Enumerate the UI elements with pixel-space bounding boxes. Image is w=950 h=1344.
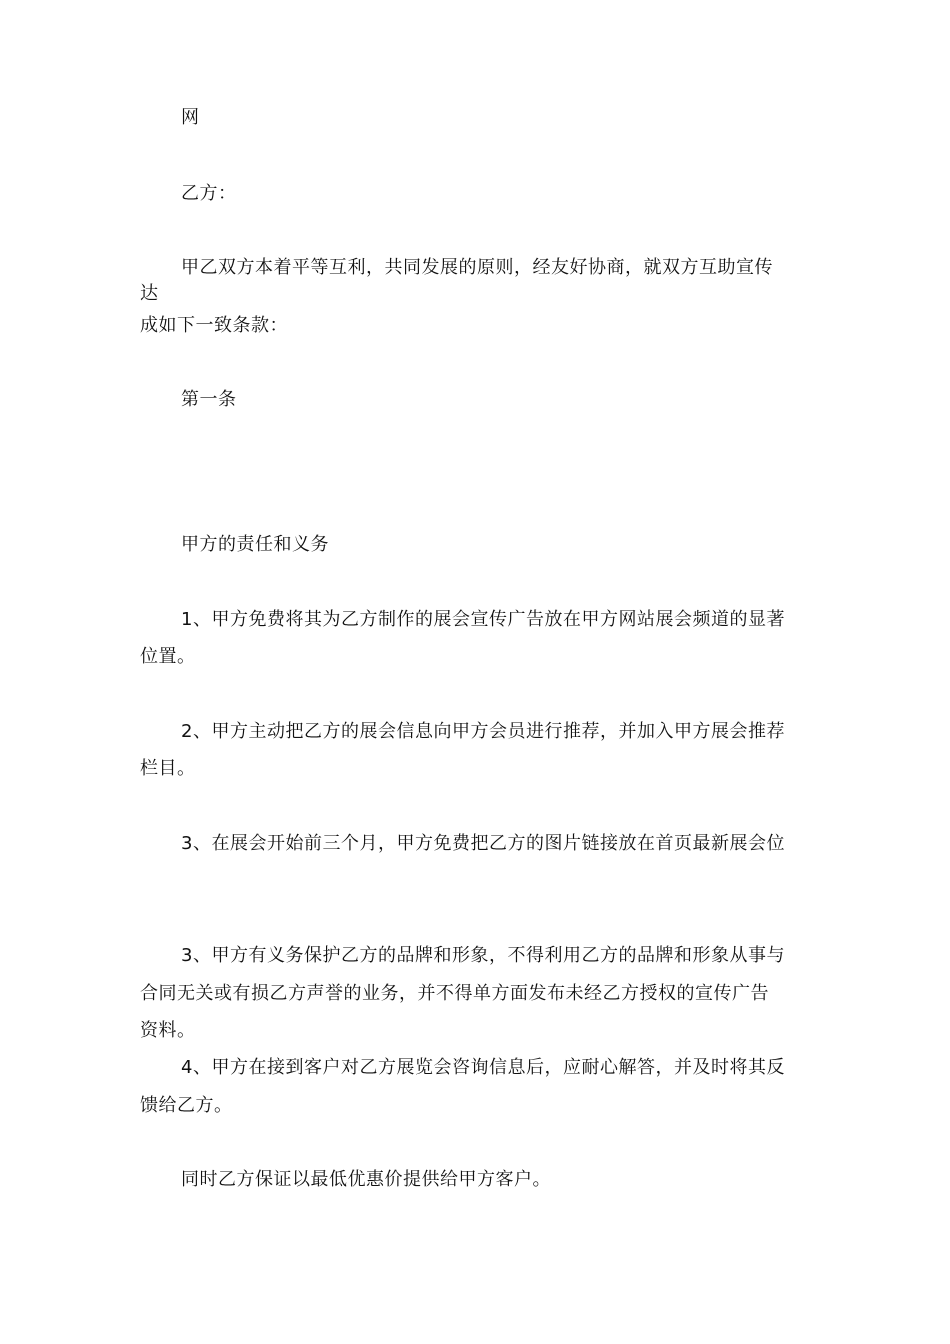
intro-paragraph-line-3: 成如下一致条款： [140,315,288,336]
party-b-label: 乙方： [181,183,237,204]
clause-3a-line-1: 3、在展会开始前三个月，甲方免费把乙方的图片链接放在首页最新展会位 [181,833,785,854]
clause-1-line-2: 位置。 [140,646,196,667]
clause-3b-line-1: 3、甲方有义务保护乙方的品牌和形象，不得利用乙方的品牌和形象从事与 [181,945,785,966]
clause-4-line-2: 馈给乙方。 [140,1095,233,1116]
clause-2-line-2: 栏目。 [140,758,196,779]
clause-2-line-1: 2、甲方主动把乙方的展会信息向甲方会员进行推荐，并加入甲方展会推荐 [181,721,785,742]
closing-sentence: 同时乙方保证以最低优惠价提供给甲方客户。 [181,1169,551,1190]
party-a-duties-heading: 甲方的责任和义务 [181,534,329,555]
clause-3b-line-2: 合同无关或有损乙方声誉的业务，并不得单方面发布未经乙方授权的宣传广告 [140,983,769,1004]
article-one-heading: 第一条 [181,389,237,410]
text-line-wang: 网 [181,107,200,128]
intro-paragraph-line-2: 达 [140,283,159,304]
clause-4-line-1: 4、甲方在接到客户对乙方展览会咨询信息后，应耐心解答，并及时将其反 [181,1057,785,1078]
intro-paragraph-line-1: 甲乙双方本着平等互利，共同发展的原则，经友好协商，就双方互助宣传 [181,257,773,278]
clause-1-line-1: 1、甲方免费将其为乙方制作的展会宣传广告放在甲方网站展会频道的显著 [181,609,785,630]
clause-3b-line-3: 资料。 [140,1020,196,1041]
